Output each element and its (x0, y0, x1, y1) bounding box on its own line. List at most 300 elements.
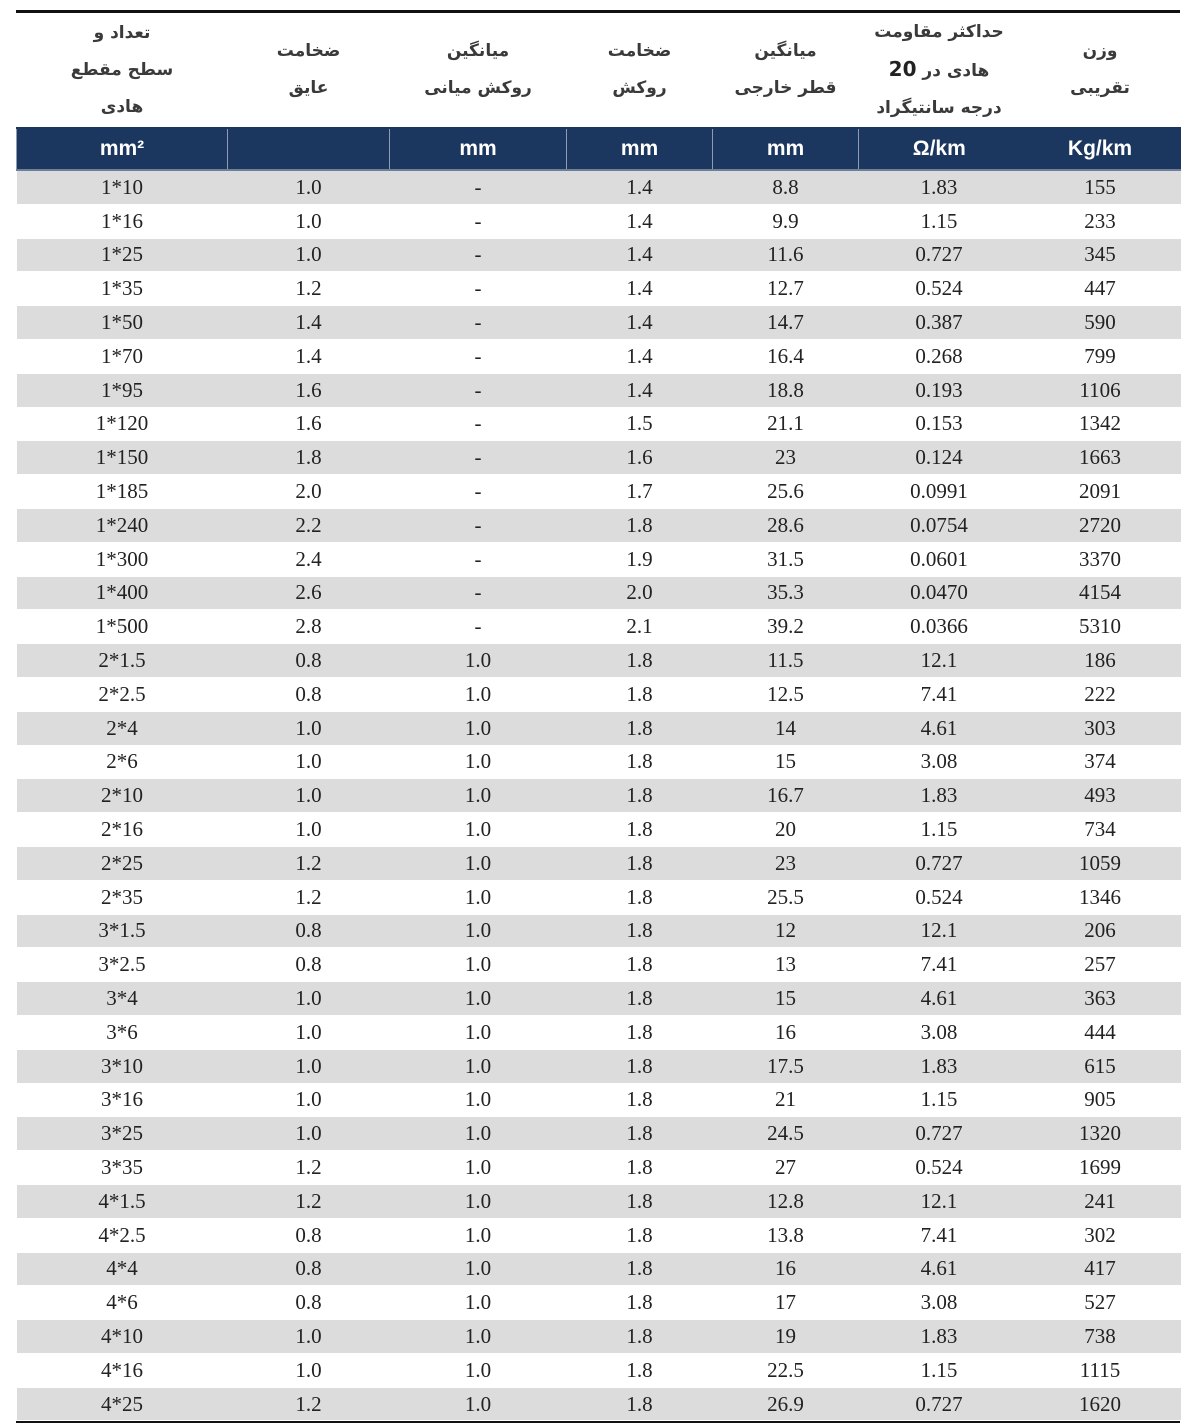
cell-sheath-thickness: 1.8 (567, 813, 713, 847)
table-row (17, 1184, 1181, 1218)
cell-outer-diameter: 9.9 (713, 204, 859, 238)
table-row (17, 1151, 1181, 1185)
cell-inner-sheath: 1.0 (390, 1049, 567, 1083)
cell-outer-diameter: 25.6 (713, 475, 859, 509)
cell-outer-diameter: 11.6 (713, 238, 859, 272)
cell-max-resistance: 0.727 (859, 238, 1020, 272)
table-row (17, 1252, 1181, 1286)
cell-conductor-size: 3*25 (17, 1117, 228, 1151)
cell-conductor-size: 1*120 (17, 407, 228, 441)
cell-inner-sheath: - (390, 475, 567, 509)
cell-weight: 444 (1020, 1015, 1181, 1049)
table-row (17, 306, 1181, 340)
cell-inner-sheath: 1.0 (390, 1252, 567, 1286)
cell-weight: 4154 (1020, 576, 1181, 610)
cell-conductor-size: 3*1.5 (17, 914, 228, 948)
cell-conductor-size: 2*35 (17, 880, 228, 914)
cell-weight: 527 (1020, 1286, 1181, 1320)
cell-outer-diameter: 19 (713, 1320, 859, 1354)
cell-conductor-size: 4*10 (17, 1320, 228, 1354)
cell-insulation-thickness: 1.0 (228, 1049, 390, 1083)
cell-sheath-thickness: 1.8 (567, 1184, 713, 1218)
cell-sheath-thickness: 1.4 (567, 306, 713, 340)
cell-max-resistance: 0.727 (859, 846, 1020, 880)
cell-max-resistance: 1.15 (859, 1083, 1020, 1117)
cell-outer-diameter: 23 (713, 846, 859, 880)
cell-max-resistance: 0.0991 (859, 475, 1020, 509)
column-header-line: هادی (100, 96, 144, 117)
cell-insulation-thickness: 1.0 (228, 779, 390, 813)
cell-weight: 3370 (1020, 542, 1181, 576)
cell-max-resistance: 1.83 (859, 1320, 1020, 1354)
cell-conductor-size: 1*150 (17, 441, 228, 475)
column-header-inner-sheath (390, 13, 567, 128)
column-header-line: سطح مقطع (70, 59, 174, 80)
cell-max-resistance: 3.08 (859, 1286, 1020, 1320)
cell-insulation-thickness: 1.0 (228, 204, 390, 238)
cell-inner-sheath: 1.0 (390, 813, 567, 847)
cell-insulation-thickness: 1.0 (228, 170, 390, 204)
table-row (17, 1387, 1181, 1421)
cell-max-resistance: 0.387 (859, 306, 1020, 340)
table-row (17, 914, 1181, 948)
cell-weight: 417 (1020, 1252, 1181, 1286)
cell-weight: 590 (1020, 306, 1181, 340)
cell-outer-diameter: 12 (713, 914, 859, 948)
cell-outer-diameter: 28.6 (713, 508, 859, 542)
cell-max-resistance: 0.0754 (859, 508, 1020, 542)
table-row (17, 846, 1181, 880)
cell-outer-diameter: 26.9 (713, 1387, 859, 1421)
cell-inner-sheath: 1.0 (390, 948, 567, 982)
cell-weight: 905 (1020, 1083, 1181, 1117)
column-header-conductor-size (17, 13, 228, 128)
cell-max-resistance: 3.08 (859, 745, 1020, 779)
cable-spec-table (16, 13, 1181, 1421)
column-header-line: تقریبی (1070, 78, 1130, 98)
cell-inner-sheath: 1.0 (390, 846, 567, 880)
cell-conductor-size: 4*6 (17, 1286, 228, 1320)
cell-conductor-size: 3*16 (17, 1083, 228, 1117)
cell-inner-sheath: 1.0 (390, 1320, 567, 1354)
column-header-line: روکش میانی (424, 78, 532, 98)
cell-insulation-thickness: 0.8 (228, 644, 390, 678)
cell-max-resistance: 0.524 (859, 880, 1020, 914)
cell-inner-sheath: 1.0 (390, 1151, 567, 1185)
cell-outer-diameter: 14 (713, 711, 859, 745)
cell-sheath-thickness: 1.6 (567, 441, 713, 475)
cell-conductor-size: 2*4 (17, 711, 228, 745)
column-header-line: ضخامت (276, 41, 341, 61)
cell-inner-sheath: 1.0 (390, 779, 567, 813)
cell-insulation-thickness: 0.8 (228, 677, 390, 711)
cell-insulation-thickness: 2.6 (228, 576, 390, 610)
cell-conductor-size: 4*2.5 (17, 1218, 228, 1252)
cell-sheath-thickness: 1.8 (567, 677, 713, 711)
column-header-line: حداکثر مقاومت (874, 21, 1004, 42)
cell-sheath-thickness: 1.4 (567, 238, 713, 272)
cell-conductor-size: 2*2.5 (17, 677, 228, 711)
cell-conductor-size: 4*1.5 (17, 1184, 228, 1218)
cell-weight: 1663 (1020, 441, 1181, 475)
cell-inner-sheath: - (390, 576, 567, 610)
cell-max-resistance: 0.193 (859, 373, 1020, 407)
cell-inner-sheath: - (390, 306, 567, 340)
cell-inner-sheath: 1.0 (390, 745, 567, 779)
cell-conductor-size: 4*25 (17, 1387, 228, 1421)
cell-outer-diameter: 20 (713, 813, 859, 847)
cell-conductor-size: 1*300 (17, 542, 228, 576)
cell-insulation-thickness: 1.8 (228, 441, 390, 475)
cell-insulation-thickness: 1.0 (228, 813, 390, 847)
cell-insulation-thickness: 1.0 (228, 1083, 390, 1117)
cell-outer-diameter: 27 (713, 1151, 859, 1185)
cell-conductor-size: 1*50 (17, 306, 228, 340)
cell-weight: 1346 (1020, 880, 1181, 914)
cell-insulation-thickness: 2.2 (228, 508, 390, 542)
cell-sheath-thickness: 2.1 (567, 610, 713, 644)
cell-max-resistance: 0.524 (859, 272, 1020, 306)
cell-insulation-thickness: 1.0 (228, 711, 390, 745)
cell-max-resistance: 7.41 (859, 1218, 1020, 1252)
cell-conductor-size: 4*16 (17, 1353, 228, 1387)
cell-inner-sheath: 1.0 (390, 711, 567, 745)
cell-outer-diameter: 31.5 (713, 542, 859, 576)
cell-insulation-thickness: 1.0 (228, 1353, 390, 1387)
cell-sheath-thickness: 1.4 (567, 204, 713, 238)
cell-weight: 222 (1020, 677, 1181, 711)
column-header-line: ضخامت (607, 41, 672, 61)
cell-max-resistance: 0.0470 (859, 576, 1020, 610)
cell-inner-sheath: 1.0 (390, 677, 567, 711)
table-row (17, 475, 1181, 509)
table-row (17, 1015, 1181, 1049)
cell-insulation-thickness: 0.8 (228, 948, 390, 982)
table-row (17, 1049, 1181, 1083)
cell-max-resistance: 4.61 (859, 982, 1020, 1016)
cell-weight: 615 (1020, 1049, 1181, 1083)
cell-conductor-size: 3*4 (17, 982, 228, 1016)
cell-max-resistance: 0.524 (859, 1151, 1020, 1185)
cell-conductor-size: 3*2.5 (17, 948, 228, 982)
column-header-line: وزن (1082, 41, 1118, 61)
table-row (17, 542, 1181, 576)
cell-outer-diameter: 16.4 (713, 339, 859, 373)
cell-sheath-thickness: 1.8 (567, 880, 713, 914)
cell-inner-sheath: - (390, 170, 567, 204)
cell-conductor-size: 4*4 (17, 1252, 228, 1286)
header-unit-row (17, 128, 1181, 170)
table-row (17, 204, 1181, 238)
table-row (17, 610, 1181, 644)
column-header-line: درجه سانتیگراد (876, 97, 1002, 118)
cell-outer-diameter: 23 (713, 441, 859, 475)
cell-insulation-thickness: 2.0 (228, 475, 390, 509)
table-row (17, 576, 1181, 610)
cell-max-resistance: 1.83 (859, 170, 1020, 204)
cell-outer-diameter: 24.5 (713, 1117, 859, 1151)
cell-insulation-thickness: 1.0 (228, 238, 390, 272)
cell-sheath-thickness: 1.4 (567, 373, 713, 407)
cell-conductor-size: 3*10 (17, 1049, 228, 1083)
cell-insulation-thickness: 2.4 (228, 542, 390, 576)
cell-sheath-thickness: 1.8 (567, 508, 713, 542)
table-row (17, 813, 1181, 847)
cell-weight: 303 (1020, 711, 1181, 745)
cell-sheath-thickness: 1.8 (567, 948, 713, 982)
cell-weight: 1699 (1020, 1151, 1181, 1185)
table-row (17, 644, 1181, 678)
cell-outer-diameter: 21.1 (713, 407, 859, 441)
cell-outer-diameter: 8.8 (713, 170, 859, 204)
cell-weight: 493 (1020, 779, 1181, 813)
cell-weight: 302 (1020, 1218, 1181, 1252)
table-row (17, 1218, 1181, 1252)
cell-sheath-thickness: 1.7 (567, 475, 713, 509)
cell-weight: 233 (1020, 204, 1181, 238)
cell-weight: 5310 (1020, 610, 1181, 644)
table-row (17, 272, 1181, 306)
cell-weight: 257 (1020, 948, 1181, 982)
cell-inner-sheath: - (390, 610, 567, 644)
cell-max-resistance: 0.727 (859, 1387, 1020, 1421)
cell-sheath-thickness: 1.5 (567, 407, 713, 441)
cell-weight: 155 (1020, 170, 1181, 204)
cell-outer-diameter: 21 (713, 1083, 859, 1117)
cell-outer-diameter: 13.8 (713, 1218, 859, 1252)
cell-sheath-thickness: 1.8 (567, 1151, 713, 1185)
cell-max-resistance: 12.1 (859, 914, 1020, 948)
cell-inner-sheath: 1.0 (390, 1184, 567, 1218)
column-unit-weight: Kg/km (1020, 128, 1181, 170)
cell-insulation-thickness: 1.2 (228, 1387, 390, 1421)
cell-inner-sheath: 1.0 (390, 1286, 567, 1320)
table-row (17, 1083, 1181, 1117)
cell-conductor-size: 1*25 (17, 238, 228, 272)
cell-outer-diameter: 12.8 (713, 1184, 859, 1218)
cell-max-resistance: 4.61 (859, 1252, 1020, 1286)
cell-sheath-thickness: 1.8 (567, 1387, 713, 1421)
table-row (17, 1353, 1181, 1387)
cell-weight: 1342 (1020, 407, 1181, 441)
cell-sheath-thickness: 1.8 (567, 1015, 713, 1049)
cell-inner-sheath: 1.0 (390, 1218, 567, 1252)
table-row (17, 1117, 1181, 1151)
cell-insulation-thickness: 0.8 (228, 914, 390, 948)
cell-conductor-size: 2*6 (17, 745, 228, 779)
cell-insulation-thickness: 1.2 (228, 846, 390, 880)
column-header-weight (1020, 13, 1181, 128)
cell-insulation-thickness: 0.8 (228, 1286, 390, 1320)
header-label-row (17, 13, 1181, 128)
table-row (17, 745, 1181, 779)
cell-insulation-thickness: 1.6 (228, 373, 390, 407)
cell-outer-diameter: 35.3 (713, 576, 859, 610)
table-row (17, 407, 1181, 441)
cell-weight: 363 (1020, 982, 1181, 1016)
column-unit-conductor-size: mm² (17, 128, 228, 170)
cell-sheath-thickness: 1.8 (567, 644, 713, 678)
table-row (17, 170, 1181, 204)
cell-conductor-size: 2*1.5 (17, 644, 228, 678)
cell-weight: 1115 (1020, 1353, 1181, 1387)
cell-max-resistance: 3.08 (859, 1015, 1020, 1049)
column-header-max-resistance (859, 13, 1020, 128)
cell-sheath-thickness: 1.9 (567, 542, 713, 576)
cell-sheath-thickness: 1.8 (567, 745, 713, 779)
cell-inner-sheath: 1.0 (390, 1117, 567, 1151)
cell-conductor-size: 2*25 (17, 846, 228, 880)
column-header-line: هادی در 20 (888, 56, 990, 81)
cell-max-resistance: 1.83 (859, 1049, 1020, 1083)
cell-conductor-size: 1*500 (17, 610, 228, 644)
cell-weight: 1106 (1020, 373, 1181, 407)
column-unit-max-resistance: Ω/km (859, 128, 1020, 170)
cell-sheath-thickness: 2.0 (567, 576, 713, 610)
cell-insulation-thickness: 1.6 (228, 407, 390, 441)
cell-inner-sheath: - (390, 204, 567, 238)
column-header-line: میانگین (446, 41, 510, 61)
table-row (17, 948, 1181, 982)
column-header-line: تعداد و (93, 22, 151, 43)
cell-conductor-size: 1*35 (17, 272, 228, 306)
table-row (17, 508, 1181, 542)
column-header-insulation-thickness (228, 13, 390, 128)
cell-insulation-thickness: 1.0 (228, 1320, 390, 1354)
cell-max-resistance: 0.0366 (859, 610, 1020, 644)
table-row (17, 779, 1181, 813)
cell-max-resistance: 12.1 (859, 1184, 1020, 1218)
cell-inner-sheath: 1.0 (390, 1015, 567, 1049)
column-header-outer-diameter (713, 13, 859, 128)
cell-outer-diameter: 17.5 (713, 1049, 859, 1083)
cell-inner-sheath: 1.0 (390, 644, 567, 678)
cell-conductor-size: 1*185 (17, 475, 228, 509)
cell-weight: 1059 (1020, 846, 1181, 880)
cell-outer-diameter: 22.5 (713, 1353, 859, 1387)
cell-insulation-thickness: 1.0 (228, 1015, 390, 1049)
cell-sheath-thickness: 1.8 (567, 711, 713, 745)
cell-outer-diameter: 17 (713, 1286, 859, 1320)
cell-insulation-thickness: 1.2 (228, 880, 390, 914)
cell-insulation-thickness: 0.8 (228, 1218, 390, 1252)
cell-max-resistance: 0.0601 (859, 542, 1020, 576)
cell-outer-diameter: 16.7 (713, 779, 859, 813)
cell-max-resistance: 0.727 (859, 1117, 1020, 1151)
cell-outer-diameter: 15 (713, 982, 859, 1016)
cell-conductor-size: 2*16 (17, 813, 228, 847)
cell-sheath-thickness: 1.8 (567, 1083, 713, 1117)
cell-outer-diameter: 14.7 (713, 306, 859, 340)
cell-sheath-thickness: 1.8 (567, 1286, 713, 1320)
cell-outer-diameter: 12.5 (713, 677, 859, 711)
cell-insulation-thickness: 1.0 (228, 745, 390, 779)
cell-conductor-size: 1*16 (17, 204, 228, 238)
cell-sheath-thickness: 1.8 (567, 1353, 713, 1387)
cell-weight: 345 (1020, 238, 1181, 272)
cell-conductor-size: 1*240 (17, 508, 228, 542)
cell-max-resistance: 1.15 (859, 1353, 1020, 1387)
table-body (17, 170, 1181, 1421)
cell-inner-sheath: 1.0 (390, 914, 567, 948)
cell-insulation-thickness: 1.4 (228, 339, 390, 373)
cell-inner-sheath: 1.0 (390, 1387, 567, 1421)
cell-inner-sheath: 1.0 (390, 1353, 567, 1387)
cell-sheath-thickness: 1.8 (567, 1117, 713, 1151)
cell-outer-diameter: 25.5 (713, 880, 859, 914)
cell-insulation-thickness: 0.8 (228, 1252, 390, 1286)
table-row (17, 441, 1181, 475)
cell-weight: 738 (1020, 1320, 1181, 1354)
column-unit-outer-diameter: mm (713, 128, 859, 170)
cell-inner-sheath: - (390, 339, 567, 373)
cell-inner-sheath: 1.0 (390, 982, 567, 1016)
cell-insulation-thickness: 2.8 (228, 610, 390, 644)
cell-weight: 1320 (1020, 1117, 1181, 1151)
cell-max-resistance: 12.1 (859, 644, 1020, 678)
column-header-line: عایق (288, 78, 329, 98)
cell-max-resistance: 0.268 (859, 339, 1020, 373)
cell-sheath-thickness: 1.8 (567, 982, 713, 1016)
table-row (17, 880, 1181, 914)
column-header-sheath-thickness (567, 13, 713, 128)
cell-weight: 734 (1020, 813, 1181, 847)
table-row (17, 373, 1181, 407)
cell-conductor-size: 1*95 (17, 373, 228, 407)
cell-sheath-thickness: 1.4 (567, 170, 713, 204)
cell-inner-sheath: - (390, 441, 567, 475)
cell-insulation-thickness: 1.2 (228, 1151, 390, 1185)
cell-max-resistance: 1.15 (859, 204, 1020, 238)
table-row (17, 238, 1181, 272)
cell-outer-diameter: 12.7 (713, 272, 859, 306)
cell-outer-diameter: 11.5 (713, 644, 859, 678)
cell-sheath-thickness: 1.4 (567, 339, 713, 373)
table-row (17, 982, 1181, 1016)
cell-inner-sheath: - (390, 542, 567, 576)
table-row (17, 339, 1181, 373)
cell-outer-diameter: 39.2 (713, 610, 859, 644)
cell-max-resistance: 0.153 (859, 407, 1020, 441)
table-row (17, 677, 1181, 711)
cell-weight: 447 (1020, 272, 1181, 306)
cell-weight: 241 (1020, 1184, 1181, 1218)
cell-insulation-thickness: 1.0 (228, 1117, 390, 1151)
cell-max-resistance: 0.124 (859, 441, 1020, 475)
column-unit-inner-sheath: mm (390, 128, 567, 170)
column-header-line: میانگین (754, 41, 817, 61)
cell-sheath-thickness: 1.8 (567, 1218, 713, 1252)
cell-weight: 2091 (1020, 475, 1181, 509)
cell-inner-sheath: - (390, 272, 567, 306)
cable-spec-sheet (16, 10, 1180, 1423)
cell-inner-sheath: 1.0 (390, 1083, 567, 1117)
cell-weight: 1620 (1020, 1387, 1181, 1421)
cell-sheath-thickness: 1.4 (567, 272, 713, 306)
cell-sheath-thickness: 1.8 (567, 846, 713, 880)
cell-weight: 206 (1020, 914, 1181, 948)
table-row (17, 711, 1181, 745)
column-unit-sheath-thickness: mm (567, 128, 713, 170)
cell-sheath-thickness: 1.8 (567, 1049, 713, 1083)
column-unit-insulation-thickness (228, 128, 390, 170)
cell-inner-sheath: - (390, 407, 567, 441)
cell-insulation-thickness: 1.0 (228, 982, 390, 1016)
cell-weight: 186 (1020, 644, 1181, 678)
cell-conductor-size: 1*10 (17, 170, 228, 204)
cell-weight: 374 (1020, 745, 1181, 779)
column-header-line: قطر خارجی (734, 78, 837, 98)
